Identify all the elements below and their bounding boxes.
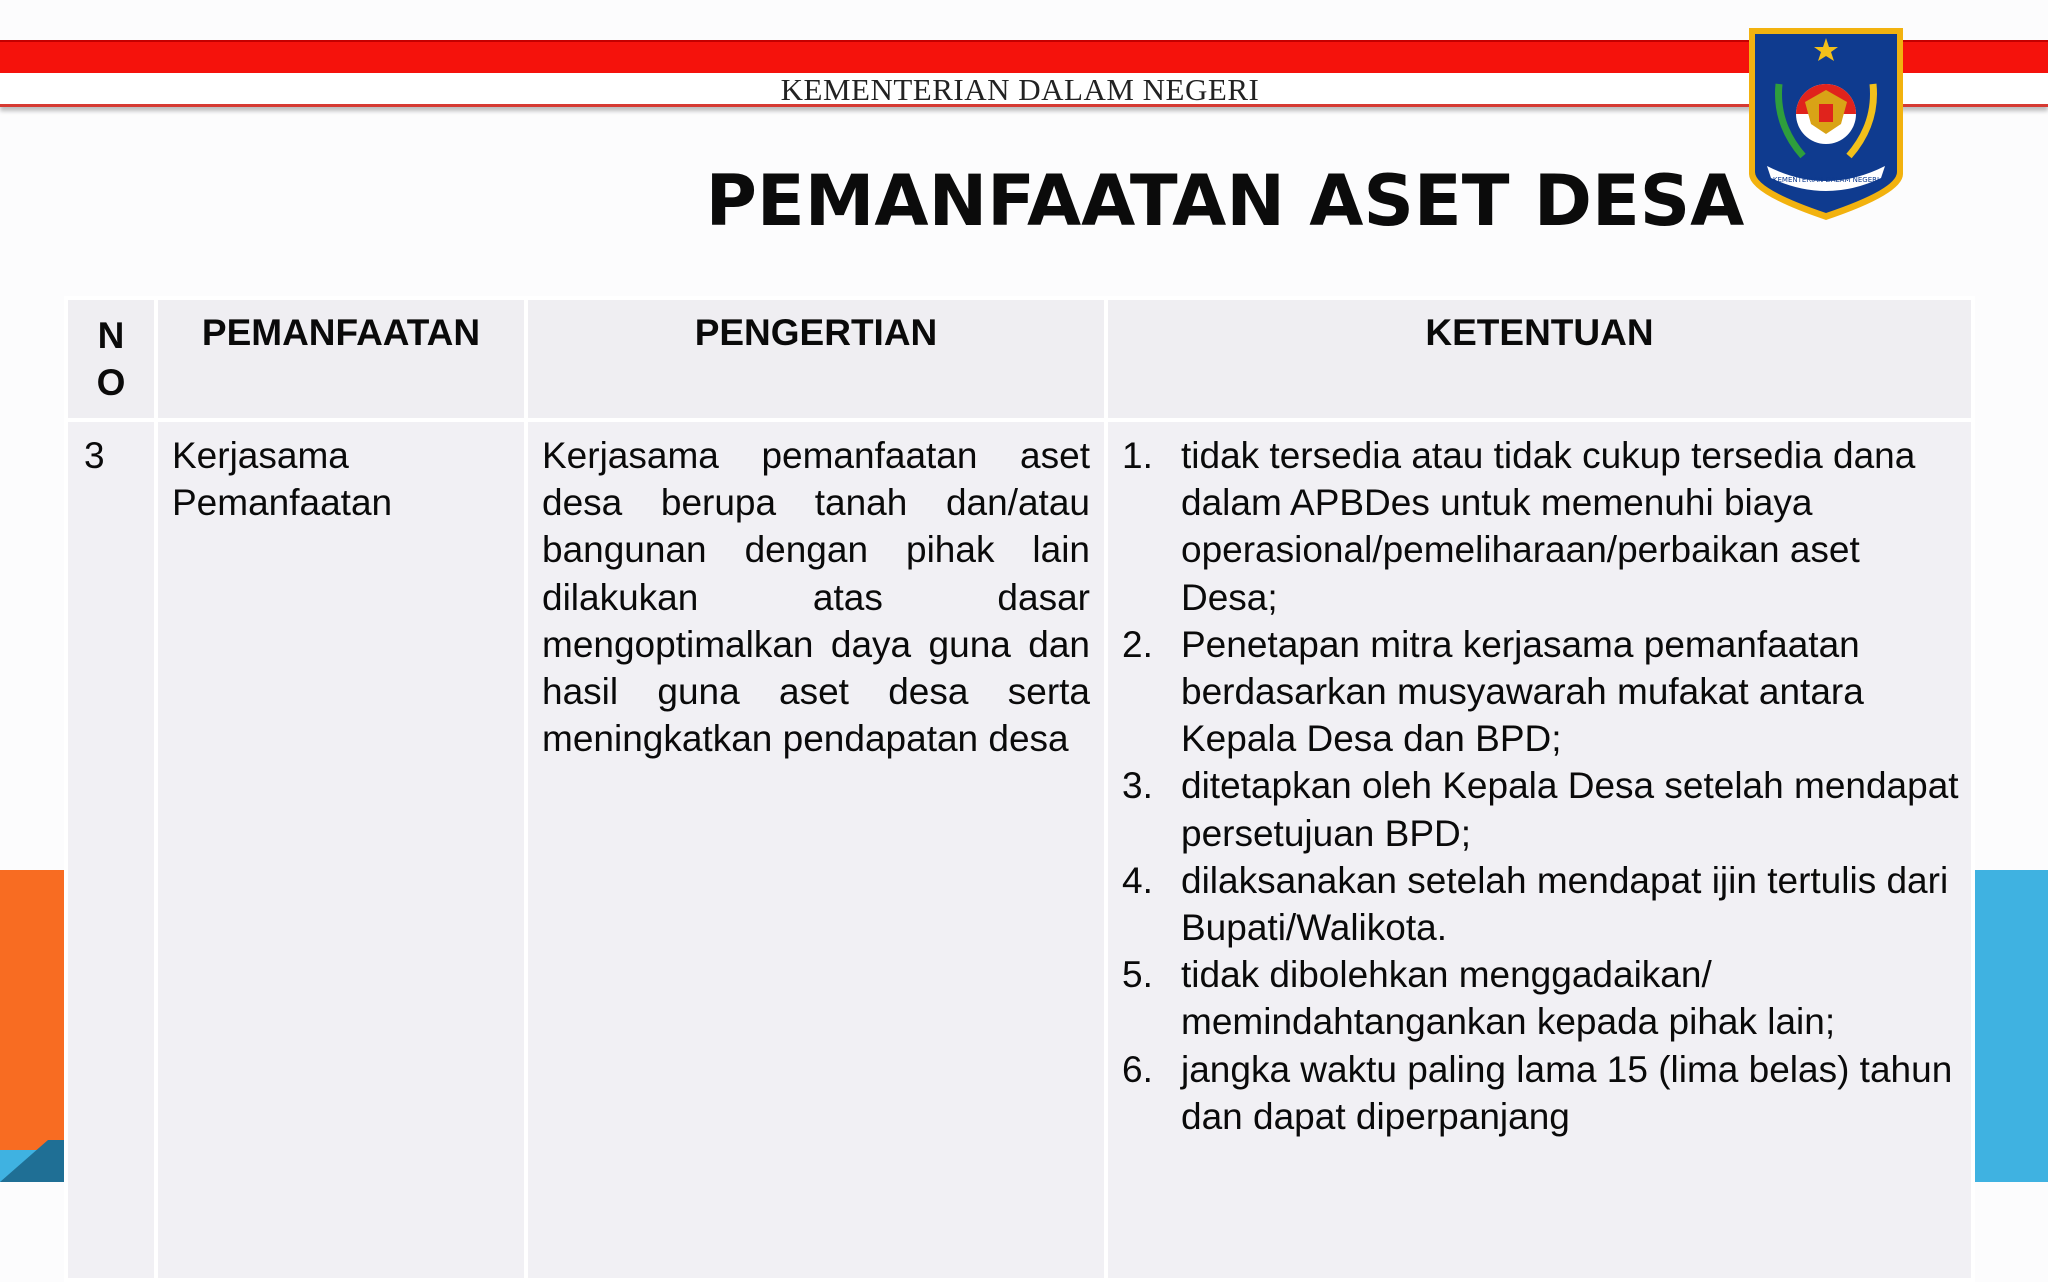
header-red-band — [0, 40, 2048, 73]
list-item-text: ditetapkan oleh Kepala Desa setelah mendapat persetujuan BPD; — [1181, 765, 1959, 854]
asset-utilization-table — [64, 296, 1975, 1282]
cell-pengertian: Kerjasama pemanfaatan aset desa berupa tanah dan/atau bangunan dengan pihak lain dilakukan atas dasar mengoptimalkan daya guna dan hasil guna aset desa serta meningkatkan pendapatan desa — [526, 420, 1106, 1280]
ministry-emblem-logo — [1745, 24, 1907, 222]
list-item — [1122, 857, 1963, 951]
emblem-ribbon-text: KEMENTERIAN DALAM NEGERI — [1772, 176, 1880, 184]
ministry-name: KEMENTERIAN DALAM NEGERI — [780, 72, 1260, 107]
list-item-text: tidak dibolehkan menggadaikan/ memindahtangankan kepada pihak lain; — [1181, 954, 1836, 1043]
cell-no: 3 — [66, 420, 156, 1280]
list-item — [1122, 621, 1963, 763]
header-ketentuan: KETENTUAN — [1106, 298, 1973, 420]
list-item-text: tidak tersedia atau tidak cukup tersedia dana dalam APBDes untuk memenuhi biaya operasional/pemeliharaan/perbaikan aset Desa; — [1181, 435, 1916, 618]
header-pemanfaatan: PEMANFAATAN — [156, 298, 526, 420]
pemanfaatan-text: Kerjasama Pemanfaatan — [172, 435, 393, 524]
slide-title: PEMANFAATAN ASET DESA — [705, 160, 1745, 242]
header-no-line1: N — [97, 315, 125, 356]
list-item — [1122, 432, 1963, 621]
decorative-orange-block — [0, 870, 70, 1182]
cell-ketentuan — [1106, 420, 1973, 1280]
cell-pemanfaatan — [156, 420, 526, 1280]
header-no-line2: O — [96, 362, 126, 403]
list-item — [1122, 1046, 1963, 1140]
list-item-text: Penetapan mitra kerjasama pemanfaatan berdasarkan musyawarah mufakat antara Kepala Desa dan BPD; — [1181, 623, 1864, 760]
list-item-number: 3. — [1122, 765, 1153, 807]
list-item-text: jangka waktu paling lama 15 (lima belas) tahun dan dapat diperpanjang — [1181, 1048, 1953, 1137]
list-item-number: 2. — [1122, 623, 1153, 665]
ketentuan-list — [1122, 432, 1963, 1140]
list-item-number: 1. — [1122, 435, 1153, 476]
table-row — [66, 420, 1973, 1280]
header-pengertian: PENGERTIAN — [526, 298, 1106, 420]
list-item-text: dilaksanakan setelah mendapat ijin tertulis dari Bupati/Walikota. — [1181, 859, 1949, 949]
table-header-row — [66, 298, 1973, 420]
list-item — [1122, 951, 1963, 1045]
header-no — [66, 298, 156, 420]
list-item-number: 6. — [1122, 1048, 1153, 1090]
decorative-blue-block — [1968, 870, 2048, 1182]
list-item-number: 5. — [1122, 954, 1153, 996]
list-item-number: 4. — [1122, 859, 1153, 901]
list-item — [1122, 762, 1963, 856]
